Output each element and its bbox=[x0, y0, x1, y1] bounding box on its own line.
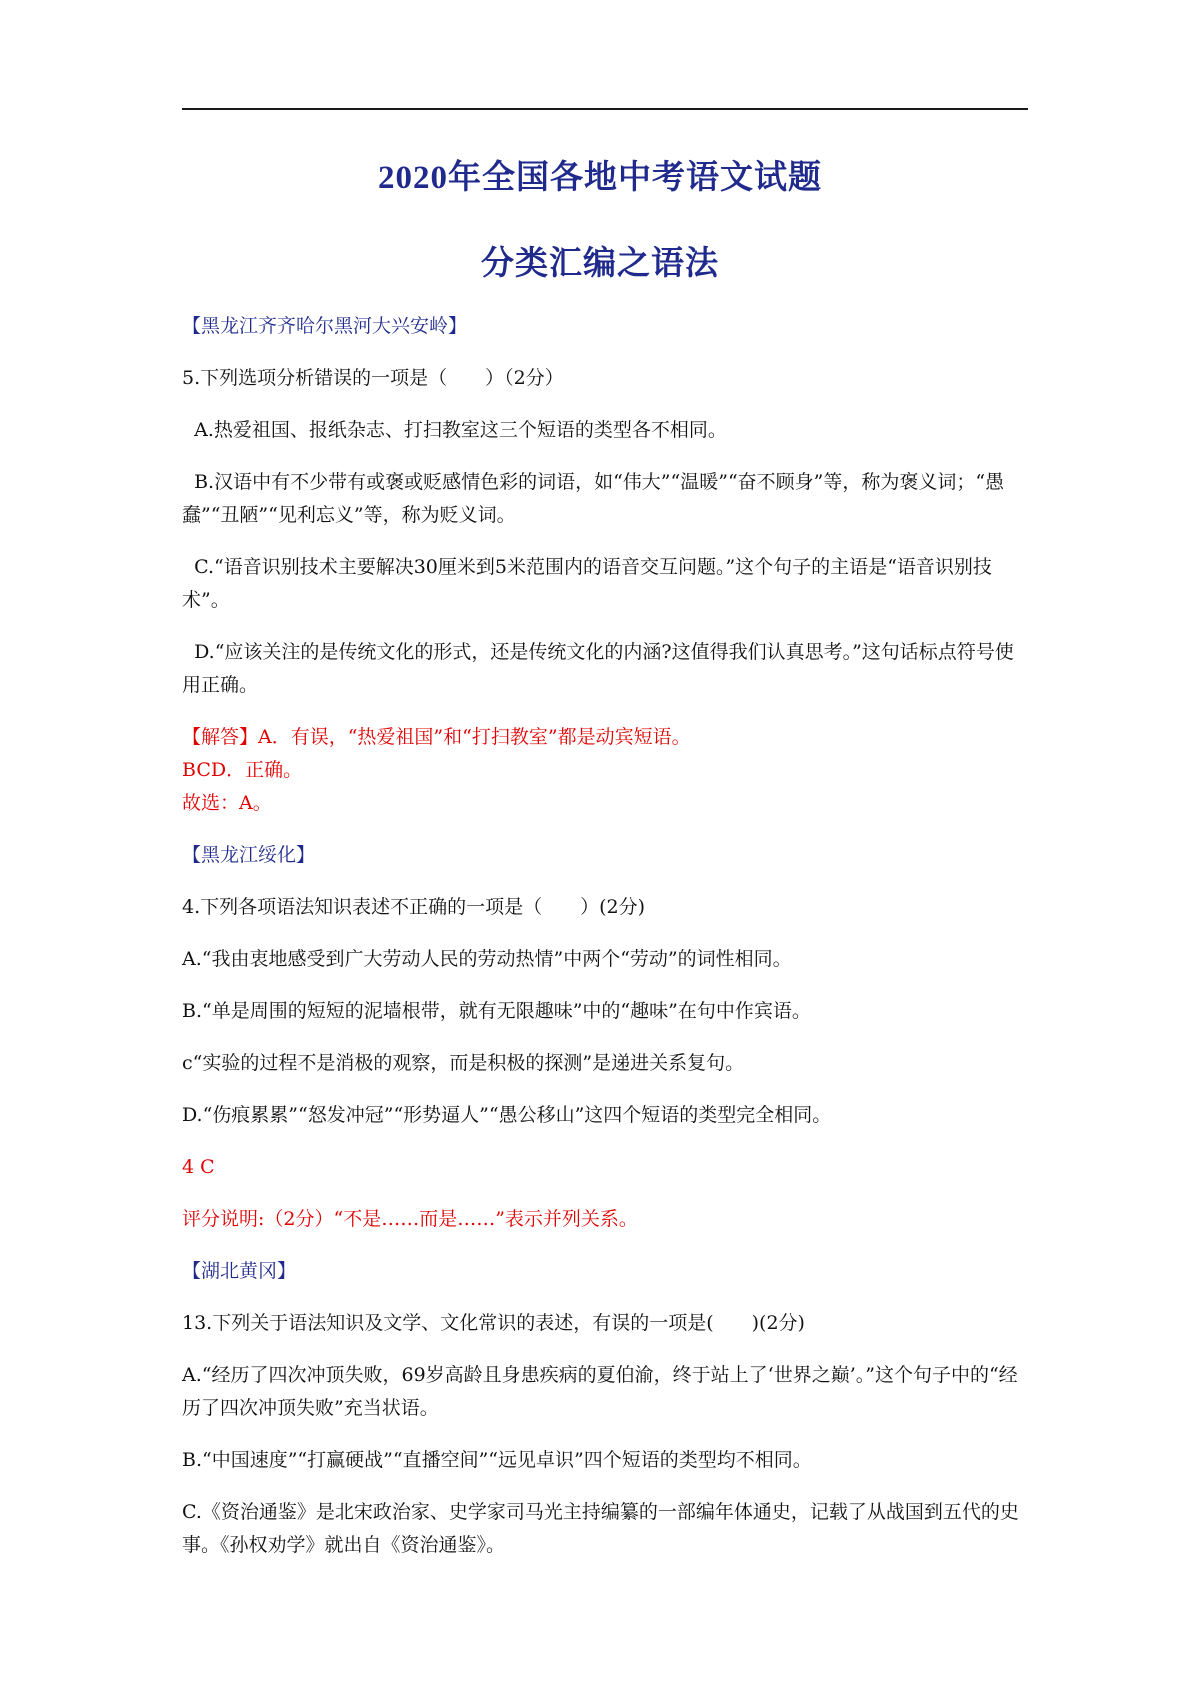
option-a: A.“我由衷地感受到广大劳动人民的劳动热情”中两个“劳动”的词性相同。 bbox=[182, 948, 792, 970]
answer-block bbox=[182, 721, 1028, 820]
option-d: D.“伤痕累累”“怒发冲冠”“形势逼人”“愚公移山”这四个短语的类型完全相同。 bbox=[182, 1104, 832, 1126]
option-b: B.汉语中有不少带有或褒或贬感情色彩的词语，如“伟大”“温暖”“奋不顾身”等，称为褒义词；“愚蠢”“丑陋”“见利忘义”等，称为贬义词。 bbox=[182, 471, 1005, 526]
section-header: 【黑龙江绥化】 bbox=[182, 844, 316, 866]
page-title: 2020年全国各地中考语文试题 bbox=[378, 160, 822, 196]
section-header: 【湖北黄冈】 bbox=[182, 1260, 297, 1282]
question-stem: 13.下列关于语法知识及文学、文化常识的表述，有误的一项是( )(2分) bbox=[182, 1312, 805, 1334]
document-body bbox=[182, 310, 1028, 1581]
option-b: B.“中国速度”“打赢硬战”“直播空间”“远见卓识”四个短语的类型均不相同。 bbox=[182, 1449, 812, 1471]
scoring-note: 评分说明:（2分）“不是……而是……”表示并列关系。 bbox=[182, 1208, 638, 1230]
option-d: D.“应该关注的是传统文化的形式，还是传统文化的内涵?这值得我们认真思考。”这句话标点符号使用正确。 bbox=[182, 641, 1014, 696]
option-c: C.《资治通鉴》是北宋政治家、史学家司马光主持编纂的一部编年体通史，记载了从战国到五代的史事。《孙权劝学》就出自《资治通鉴》。 bbox=[182, 1501, 1019, 1556]
question-stem: 5.下列选项分析错误的一项是（ ）（2分） bbox=[182, 367, 564, 389]
section-header: 【黑龙江齐齐哈尔黑河大兴安岭】 bbox=[182, 315, 468, 337]
option-c: C.“语音识别技术主要解决30厘米到5米范围内的语音交互问题。”这个句子的主语是“语音识别技术”。 bbox=[182, 556, 992, 611]
option-c: c“实验的过程不是消极的观察，而是积极的探测”是递进关系复句。 bbox=[182, 1052, 745, 1074]
option-a: A.“经历了四次冲顶失败，69岁高龄且身患疾病的夏伯渝，终于站上了‘世界之巅’。”这个句子中的“经历了四次冲顶失败”充当状语。 bbox=[182, 1364, 1018, 1419]
answer-line: 【解答】A．有误，“热爱祖国”和“打扫教室”都是动宾短语。 bbox=[182, 726, 691, 748]
option-b: B.“单是周围的短短的泥墙根带，就有无限趣味”中的“趣味”在句中作宾语。 bbox=[182, 1000, 811, 1022]
header-rule bbox=[182, 108, 1028, 110]
option-a: A.热爱祖国、报纸杂志、打扫教室这三个短语的类型各不相同。 bbox=[182, 419, 727, 441]
page-subtitle: 分类汇编之语法 bbox=[481, 246, 719, 282]
answer-line: BCD．正确。 bbox=[182, 759, 303, 781]
answer-line: 故选：A。 bbox=[182, 792, 272, 814]
question-stem: 4.下列各项语法知识表述不正确的一项是（ ）(2分) bbox=[182, 896, 646, 918]
answer-key: 4 C bbox=[182, 1156, 215, 1178]
